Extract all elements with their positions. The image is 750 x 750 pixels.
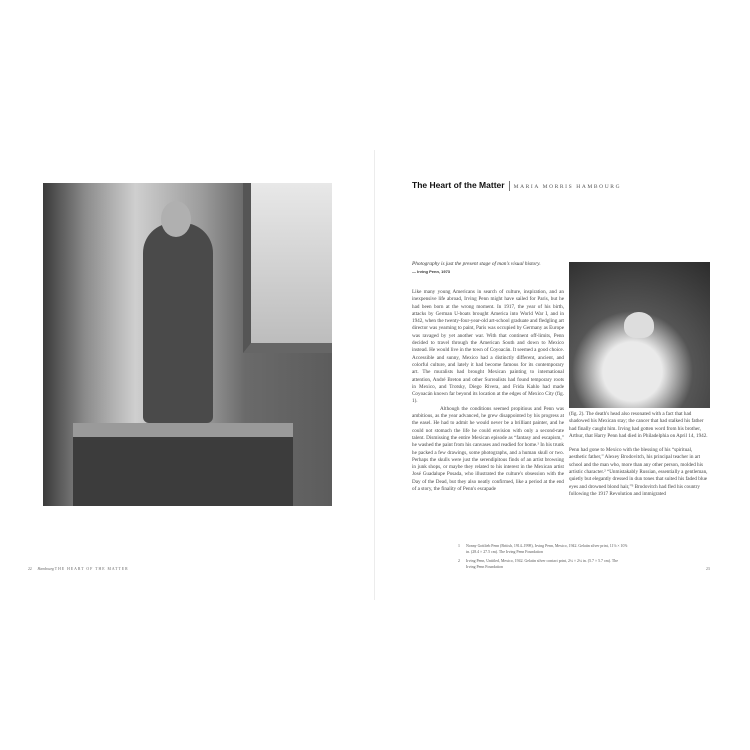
body-paragraph: Although the conditions seemed propitious and Penn was ambitious, as the year advanced, he grew disappointed by his progress at the easel. He had to admit he would never be a brilliant painter, and he could not stomach the life he could envision with only a second-rate talent. Dismissing the entire Mexican episode as “fantasy and escapism,” he washed the paint from his canvases and readied for home.¹ In his trunk he packed a few drawings, some photographs, and a human skull or two. Perhaps the skulls were just the serendipitous finds of an artist browsing in junk shops, or maybe they related to his interest in the Mexican artist José Guadalupe Posada, who illustrated the culture's obsession with the Day of the Dead, but they also neatly confirmed, like a period at the end of a story, the finality of Penn's escapade <box>412 405 564 493</box>
figure-note: 2 Irving Penn, Untitled, Mexico, 1942. Gelatin silver contact print, 2¼ × 2¼ in. (5.7 × 5.7 cm). The Irving Penn Foundation <box>458 559 618 569</box>
figure-note: 1 Nonny Gottlieb Penn (British, 1914–1998), Irving Penn, Mexico, 1942. Gelatin silver print, 11⅛ × 10⅞ in. (28.4 × 27.5 cm). The Irving Penn Foundation <box>458 544 628 554</box>
photo-penn-in-mexico <box>43 183 332 506</box>
painting-table <box>73 423 293 506</box>
photo-skull-still-life <box>569 262 710 408</box>
running-head-author: Hambourg <box>37 567 54 571</box>
left-page-number: 22 <box>28 567 32 571</box>
running-head-title: THE HEART OF THE MATTER <box>54 567 129 571</box>
figure <box>143 223 213 423</box>
skull <box>624 312 654 338</box>
chapter-title: The Heart of the Matter <box>412 180 505 190</box>
right-page-number: 23 <box>706 567 710 571</box>
epigraph-source: — Irving Penn, 1973 <box>412 269 451 274</box>
title-divider <box>509 181 510 191</box>
epigraph-text: Photography is just the present stage of man's visual history. <box>412 261 541 267</box>
body-text <box>412 289 564 493</box>
column-paragraph: (fig. 2). The death's head also resonated with a fact that had shadowed his Mexican stay; the cancer that had stalked his father had finally caught him. Irving had gotten word from his brother, Arthur, that Harry Penn had died in Philadelphia on April 14, 1942. <box>569 411 708 439</box>
left-page-footer <box>28 567 129 571</box>
right-column-text <box>569 411 711 505</box>
body-paragraph: Like many young Americans in search of culture, inspiration, and an inexpensive life abroad, Irving Penn might have sailed for Paris, but he had been born at the wrong moment. In 1917, the year of his birth, attacks by German U-boats brought America into World War I, and in 1942, when the twenty-four-year-old art-school graduate and fledgling art director was yearning to paint, Paris was occupied by Germany as Europe was ravaged by yet another war. With that continent off-limits, Penn decided to travel through the American South and down to Mexico instead. He would live in the town of Coyoacán. It seemed a good choice. Accessible and sunny, Mexico had a distinctly different, ancient, and colorful culture, and lately it had become famous for its contemporary art. The muralists had brought Mexican painting to international attention, André Breton and other Surrealists had found temporary roots in Mexico, and Trotsky, Diego Rivera, and Frida Kahlo had made Coyoacán known far beyond its location at the edges of Mexico City (fig. 1). <box>412 289 564 405</box>
window <box>243 183 332 353</box>
chapter-author: MARIA MORRIS HAMBOURG <box>513 184 622 190</box>
figure-notes <box>458 544 628 574</box>
page-gutter <box>374 150 375 600</box>
column-paragraph: Penn had gone to Mexico with the blessing of his “spiritual, aesthetic father,” Alexey Brodovitch, his principal teacher in art school and the man who, more than any other person, molded his artistic character.² “Unmistakably Russian, essentially a gentleman, quietly but elegantly dressed in dun tones that suited his faded blue eyes and drowned blond hair,”³ Brodovitch had fled his country following the 1917 Revolution and immigrated <box>569 447 708 497</box>
epigraph <box>412 261 572 274</box>
chapter-heading <box>412 180 621 191</box>
figure-head <box>161 201 191 237</box>
